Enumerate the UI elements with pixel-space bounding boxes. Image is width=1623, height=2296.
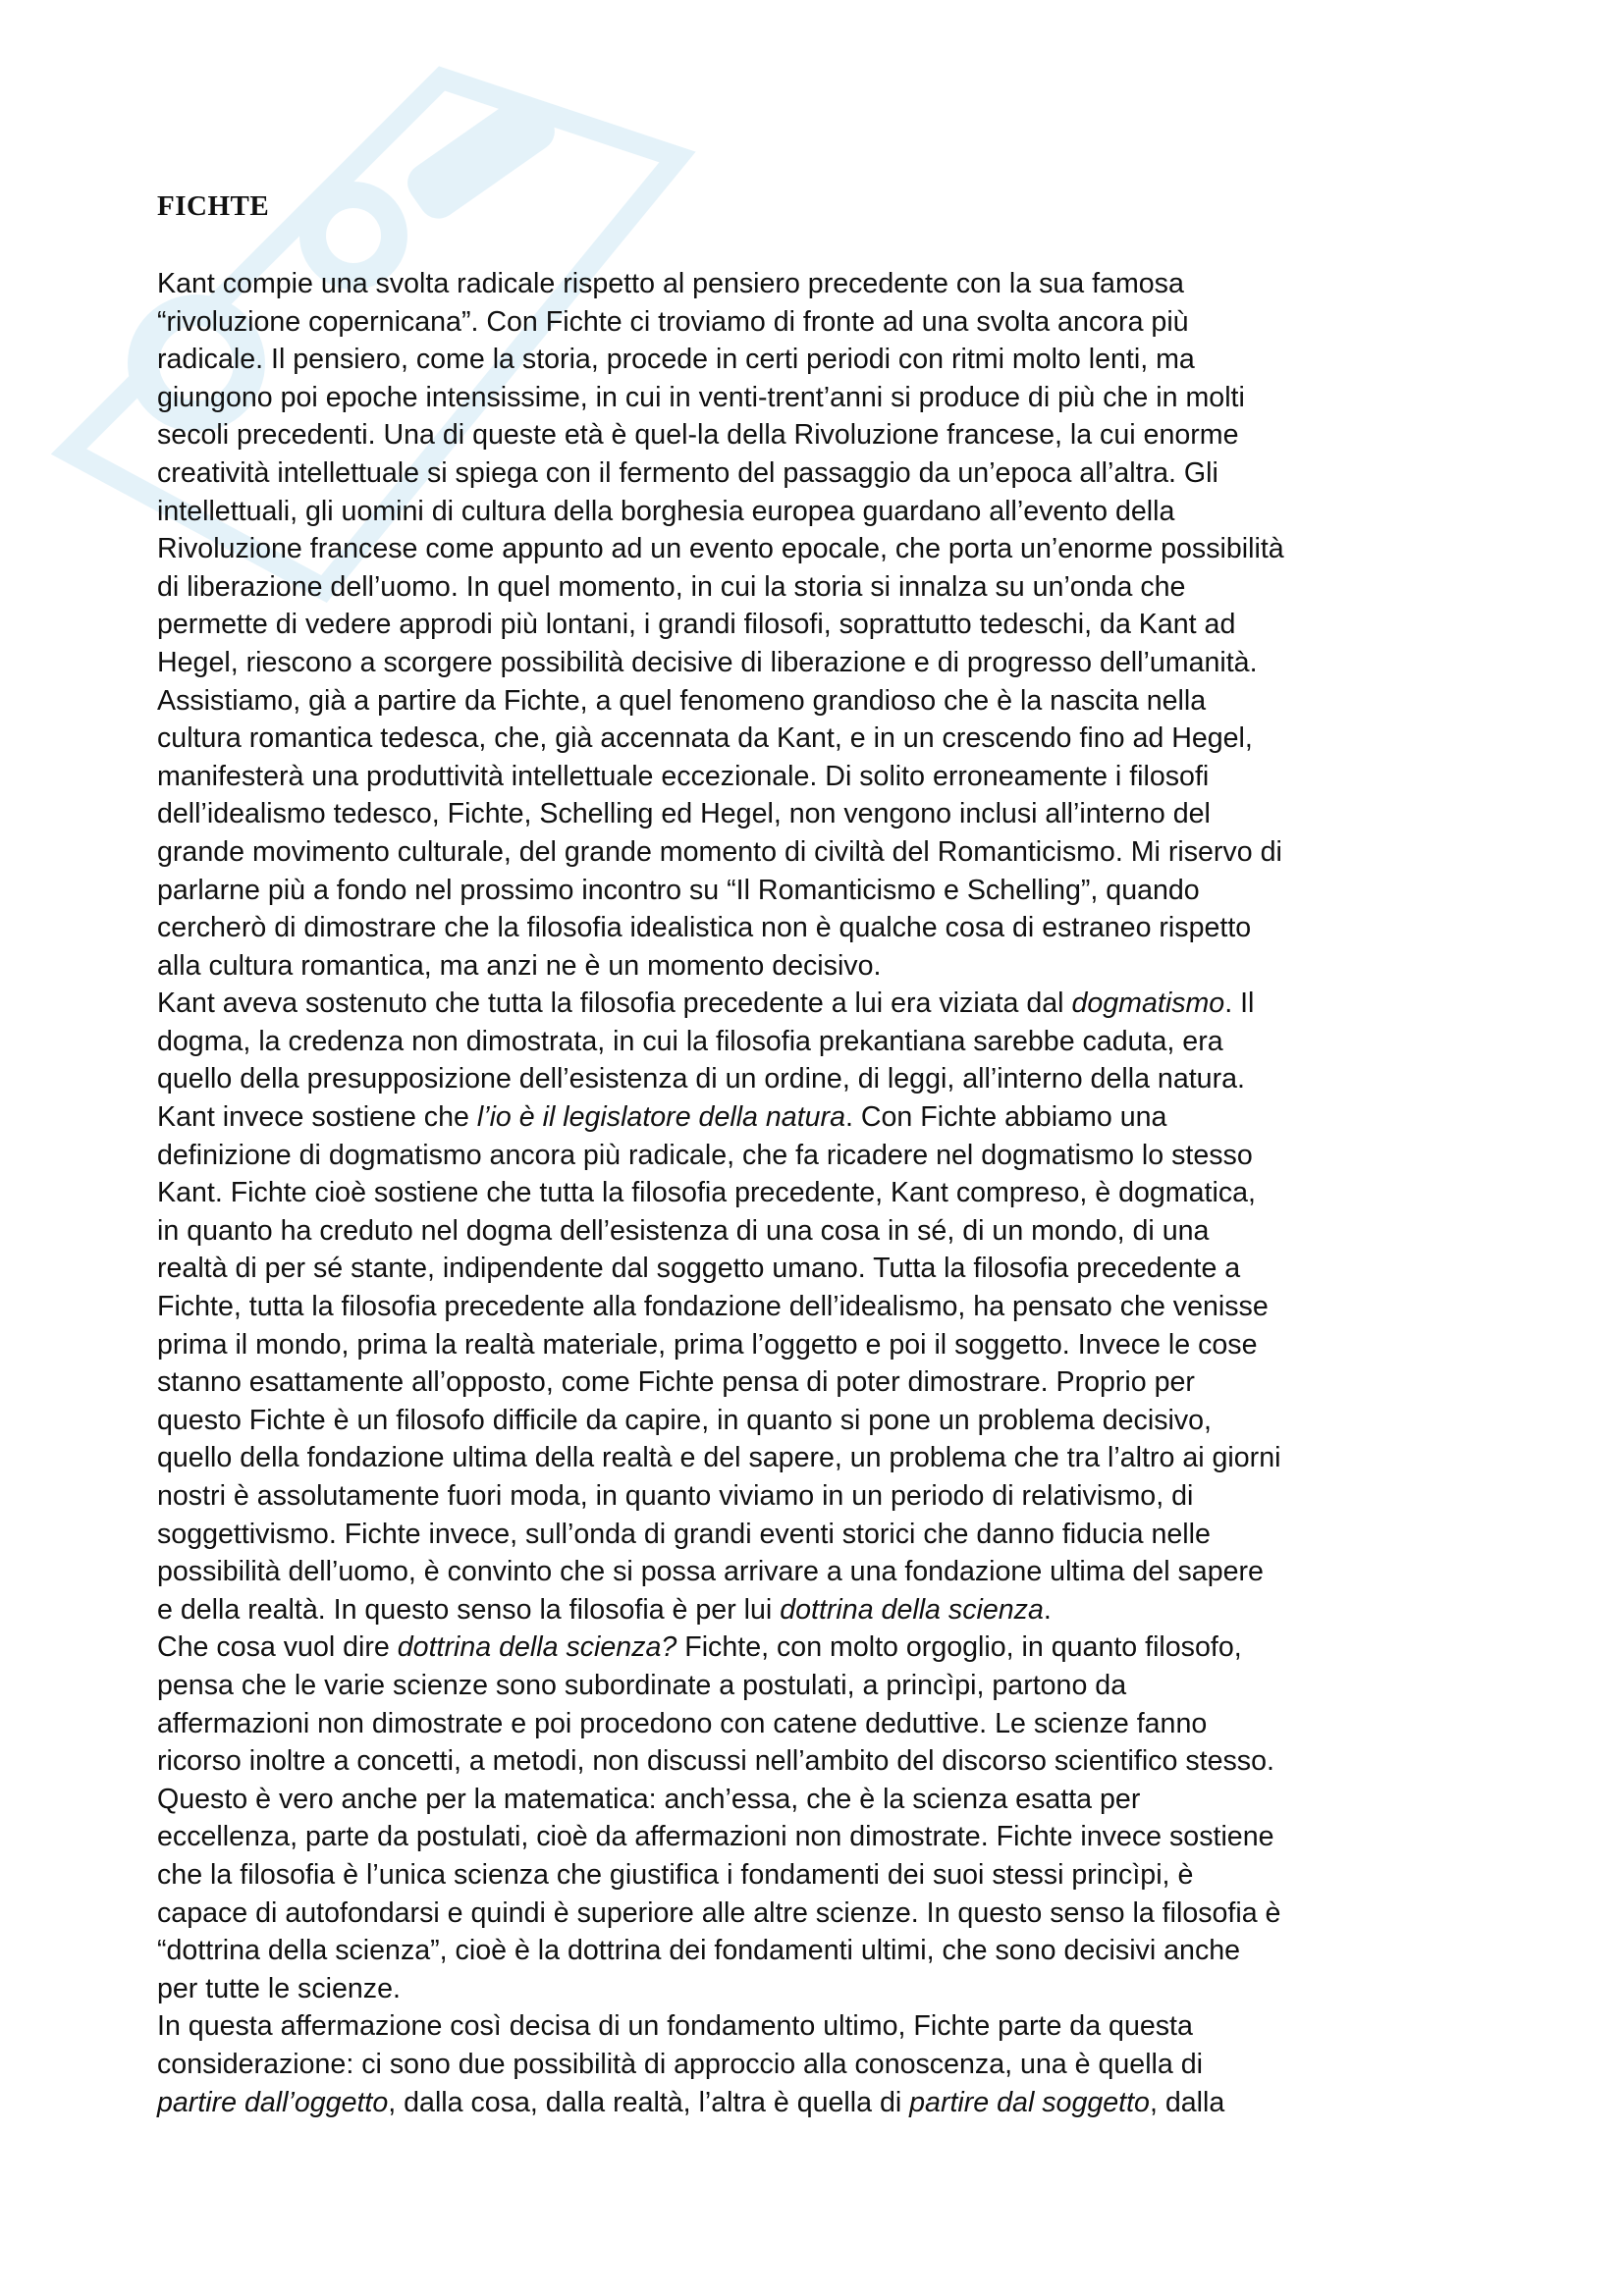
document-page: [157, 187, 1492, 2121]
text-span: in quanto ha creduto nel dogma dell’esistenza di una cosa in sé, di un mondo, di una: [157, 1214, 1210, 1247]
text-span: cercherò di dimostrare che la filosofia idealistica non è qualche cosa di estraneo rispetto: [157, 912, 1252, 944]
text-span: giungono poi epoche intensissime, in cui in venti-trent’anni si produce di più che in molti: [157, 381, 1245, 413]
text-line: [157, 1516, 1492, 1554]
text-line: [157, 416, 1492, 454]
text-line: [157, 720, 1492, 758]
text-span: dell’idealismo tedesco, Fichte, Schelling ed Hegel, non vengono inclusi all’interno del: [157, 798, 1211, 830]
text-line: [157, 2046, 1492, 2084]
text-span: cultura romantica tedesca, che, già accennata da Kant, e in un crescendo fino ad Hegel,: [157, 722, 1253, 755]
text-span: stanno esattamente all’opposto, come Fichte pensa di poter dimostrare. Proprio per: [157, 1366, 1195, 1399]
text-line: [157, 1553, 1492, 1591]
text-span: Assistiamo, già a partire da Fichte, a quel fenomeno grandioso che è la nascita nella: [157, 684, 1207, 717]
text-line: [157, 1970, 1492, 2008]
italic-text: l’io è il legislatore della natura: [476, 1101, 845, 1134]
text-span: .: [1043, 1593, 1052, 1626]
text-span: definizione di dogmatismo ancora più radicale, che fa ricadere nel dogmatismo lo stesso: [157, 1139, 1253, 1171]
text-line: [157, 379, 1492, 417]
text-span: secoli precedenti. Una di queste età è quel-la della Rivoluzione francese, la cui enorme: [157, 419, 1239, 452]
text-line: [157, 568, 1492, 607]
text-line: [157, 1818, 1492, 1856]
text-span: Fichte, con molto orgoglio, in quanto filosofo,: [676, 1631, 1242, 1664]
text-line: [157, 1667, 1492, 1705]
text-span: quello della presupposizione dell’esistenza di un ordine, di leggi, all’interno della natura.: [157, 1063, 1245, 1095]
text-line: [157, 1326, 1492, 1364]
text-span: dogma, la credenza non dimostrata, in cui la filosofia prekantiana sarebbe caduta, era: [157, 1025, 1223, 1057]
text-line: [157, 530, 1492, 568]
text-span: e della realtà. In questo senso la filosofia è per lui: [157, 1593, 781, 1626]
text-line: [157, 1477, 1492, 1516]
text-line: [157, 341, 1492, 379]
text-line: [157, 1402, 1492, 1440]
text-span: possibilità dell’uomo, è convinto che si possa arrivare a una fondazione ultima del sapere: [157, 1556, 1264, 1588]
text-span: Questo è vero anche per la matematica: anch’essa, che è la scienza esatta per: [157, 1783, 1141, 1815]
text-line: [157, 1098, 1492, 1137]
text-span: affermazioni non dimostrate e poi procedono con catene deduttive. Le scienze fanno: [157, 1707, 1208, 1739]
text-span: In questa affermazione così decisa di un fondamento ultimo, Fichte parte da questa: [157, 2010, 1193, 2043]
text-line: [157, 872, 1492, 910]
text-span: parlarne più a fondo nel prossimo incontro su “Il Romanticismo e Schelling”, quando: [157, 874, 1200, 906]
text-span: Kant aveva sostenuto che tutta la filosofia precedente a lui era viziata dal: [157, 988, 1072, 1020]
text-line: [157, 1932, 1492, 1970]
text-span: alla cultura romantica, ma anzi ne è un momento decisivo.: [157, 949, 882, 982]
text-span: Kant compie una svolta radicale rispetto al pensiero precedente con la sua famosa: [157, 268, 1184, 299]
text-span: grande movimento culturale, del grande momento di civiltà del Romanticismo. Mi riservo di: [157, 835, 1282, 868]
text-line: [157, 758, 1492, 796]
text-line: [157, 454, 1492, 493]
text-line: [157, 265, 1492, 303]
text-line: [157, 2007, 1492, 2046]
text-line: [157, 1742, 1492, 1781]
text-span: quello della fondazione ultima della realtà e del sapere, un problema che tra l’altro ai giorni: [157, 1442, 1281, 1474]
text-span: eccellenza, parte da postulati, cioè da affermazioni non dimostrate. Fichte invece sostiene: [157, 1821, 1274, 1853]
text-span: nostri è assolutamente fuori moda, in quanto viviamo in un periodo di relativismo, di: [157, 1480, 1194, 1512]
italic-text: partire dal soggetto: [909, 2086, 1150, 2118]
italic-text: partire dall’oggetto: [157, 2086, 389, 2118]
text-line: [157, 1591, 1492, 1629]
text-line: [157, 947, 1492, 986]
text-line: [157, 795, 1492, 833]
text-span: Kant. Fichte cioè sostiene che tutta la filosofia precedente, Kant compreso, è dogmatica,: [157, 1177, 1256, 1209]
text-line: [157, 1174, 1492, 1212]
document-title: FICHTE: [157, 190, 270, 222]
text-span: manifesterà una produttività intellettuale eccezionale. Di solito erroneamente i filosofi: [157, 760, 1210, 792]
text-line: [157, 1023, 1492, 1061]
text-span: , dalla cosa, dalla realtà, l’altra è quella di: [388, 2086, 910, 2118]
text-span: “rivoluzione copernicana”. Con Fichte ci troviamo di fronte ad una svolta ancora più: [157, 305, 1189, 338]
text-span: . Il: [1224, 988, 1255, 1020]
text-line: [157, 1705, 1492, 1743]
text-span: soggettivismo. Fichte invece, sull’onda di grandi eventi storici che danno fiducia nelle: [157, 1518, 1211, 1550]
text-line: [157, 682, 1492, 721]
text-span: prima il mondo, prima la realtà materiale, prima l’oggetto e poi il soggetto. Invece le cose: [157, 1328, 1258, 1361]
italic-text: dottrina della scienza?: [397, 1631, 677, 1664]
text-line: [157, 644, 1492, 682]
text-line: [157, 909, 1492, 947]
text-span: intellettuali, gli uomini di cultura della borghesia europea guardano all’evento della: [157, 495, 1175, 527]
text-span: Che cosa vuol dire: [157, 1631, 398, 1664]
text-span: ricorso inoltre a concetti, a metodi, non discussi nell’ambito del discorso scientifico stesso.: [157, 1745, 1274, 1778]
italic-text: dogmatismo: [1071, 988, 1225, 1020]
text-line: [157, 1856, 1492, 1895]
text-line: [157, 1363, 1492, 1402]
text-line: [157, 2084, 1492, 2122]
text-span: , dalla: [1149, 2086, 1225, 2118]
text-span: Kant invece sostiene che: [157, 1101, 477, 1134]
text-span: permette di vedere approdi più lontani, i grandi filosofi, soprattutto tedeschi, da Kant ad: [157, 609, 1236, 641]
text-span: Fichte, tutta la filosofia precedente alla fondazione dell’idealismo, ha pensato che venisse: [157, 1291, 1269, 1323]
text-line: [157, 1781, 1492, 1819]
text-span: questo Fichte è un filosofo difficile da capire, in quanto si pone un problema decisivo,: [157, 1404, 1212, 1436]
text-span: . Con Fichte abbiamo una: [844, 1101, 1167, 1134]
text-line: [157, 1212, 1492, 1251]
text-line: [157, 985, 1492, 1023]
text-line: [157, 1439, 1492, 1477]
text-line: [157, 1895, 1492, 1933]
text-span: capace di autofondarsi e quindi è superiore alle altre scienze. In questo senso la filosofia è: [157, 1896, 1281, 1929]
text-line: [157, 833, 1492, 872]
text-span: Hegel, riescono a scorgere possibilità decisive di liberazione e di progresso dell’umanità.: [157, 646, 1258, 678]
text-span: considerazione: ci sono due possibilità di approccio alla conoscenza, una è quella di: [157, 2048, 1204, 2080]
text-line: [157, 303, 1492, 342]
text-span: realtà di per sé stante, indipendente dal soggetto umano. Tutta la filosofia precedente a: [157, 1253, 1241, 1285]
text-span: che la filosofia è l’unica scienza che giustifica i fondamenti dei suoi stessi princìpi, è: [157, 1858, 1194, 1891]
text-line: [157, 1060, 1492, 1098]
text-span: creatività intellettuale si spiega con il fermento del passaggio da un’epoca all’altra. Gli: [157, 456, 1218, 489]
text-span: per tutte le scienze.: [157, 1972, 401, 2004]
text-span: Rivoluzione francese come appunto ad un evento epocale, che porta un’enorme possibilità: [157, 533, 1284, 565]
text-span: “dottrina della scienza”, cioè è la dottrina dei fondamenti ultimi, che sono decisivi anche: [157, 1935, 1241, 1967]
text-span: pensa che le varie scienze sono subordinate a postulati, a princìpi, partono da: [157, 1669, 1127, 1701]
text-span: radicale. Il pensiero, come la storia, procede in certi periodi con ritmi molto lenti, ma: [157, 344, 1195, 376]
text-line: [157, 493, 1492, 531]
text-line: [157, 1288, 1492, 1326]
text-line: [157, 1629, 1492, 1667]
text-line: [157, 1137, 1492, 1175]
text-span: di liberazione dell’uomo. In quel momento, in cui la storia si innalza su un’onda che: [157, 570, 1186, 603]
document-body: [157, 265, 1492, 2121]
text-line: [157, 1250, 1492, 1288]
text-line: [157, 606, 1492, 644]
italic-text: dottrina della scienza: [780, 1593, 1044, 1626]
